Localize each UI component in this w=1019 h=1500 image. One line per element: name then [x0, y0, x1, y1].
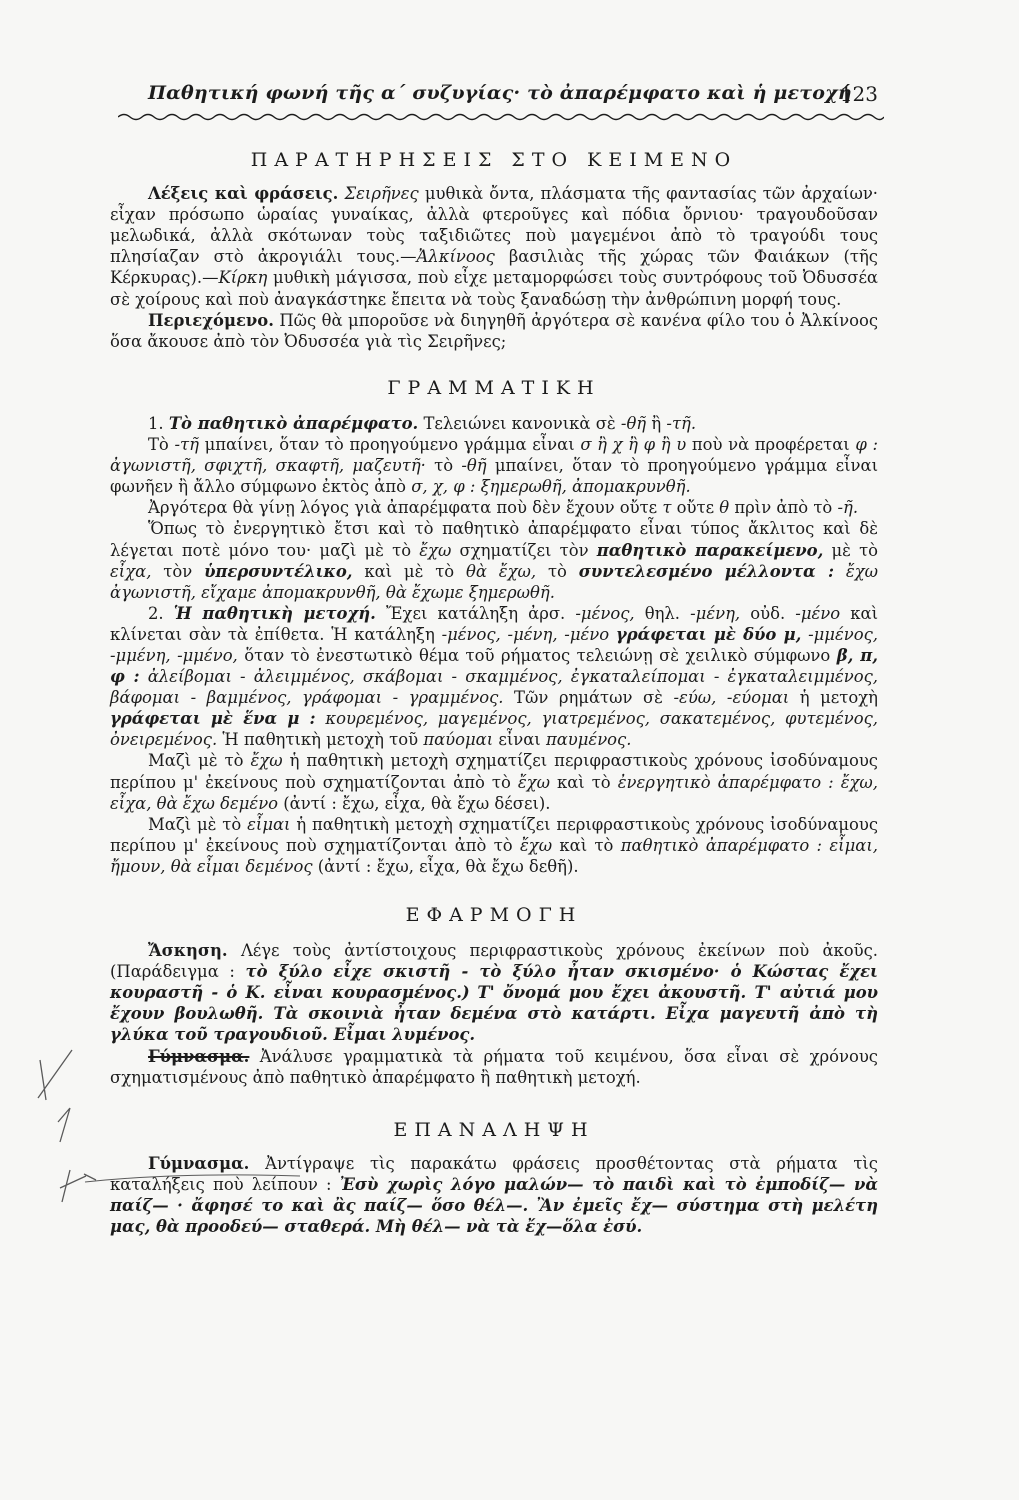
term-sirens: Σειρῆνες	[344, 184, 419, 204]
words-paragraph: Λέξεις καὶ φράσεις. Σειρῆνες μυθικὰ ὄντα, πλάσματα τῆς φαντασίας τῶν ἀρχαίων· εἶχαν πρόσωπο ὡραίας γυναίκας, ἀλλὰ φτεροῦγες καὶ πόδια ὄρνιου· τραγουδοῦσαν μελωδικά, ἀλλὰ σκότωναν τοὺς ταξιδιῶτες ποὺ μαγεμένοι ἀπὸ τὸ τραγούδι τους πλησίαζαν στὸ ἀκρογιάλι τους.—Ἀλκίνοος βασιλιὰς τῆς χώρας τῶν Φαιάκων (τῆς Κέρκυρας).—Κίρκη μυθικὴ μάγισσα, ποὺ εἶχε μεταμορφώσει τοὺς συντρόφους τοῦ Ὀδυσσέα σὲ χοίρους καὶ ποὺ ἀναγκάστηκε ἔπειτα νὰ τοὺς ξαναδώσῃ τὴν ἀνθρώπινη μορφή τους.	[110, 184, 878, 309]
review-paragraph: Γύμνασμα. Ἀντίγραψε τὶς παρακάτω φράσεις προσθέτοντας στὰ ρήματα τὶς καταλήξεις ποὺ λείπουν : Ἐσὺ χωρὶς λόγο μαλών— τὸ παιδὶ καὶ τὸ ἐμποδίζ— νὰ παίζ— · ἄφησέ το καὶ ἂς παίζ— ὅσο θέλ—. Ἂν ἐμεῖς ἔχ— σύστημα στὴ μελέτη μας, θὰ προοδεύ— σταθερά. Μὴ θέλ— νὰ τὰ ἔχ—ὅλα ἐσύ.	[110, 1153, 878, 1237]
page-number: 123	[839, 82, 878, 106]
running-header	[148, 82, 878, 112]
term-alkinoos: Ἀλκίνοος	[416, 247, 495, 267]
grammar-paragraph-later: Ἀργότερα θὰ γίνῃ λόγος γιὰ ἀπαρέμφατα ποὺ δὲν ἔχουν οὔτε τ οὔτε θ πρὶν ἀπὸ τὸ -ῆ.	[148, 498, 859, 518]
section-heading-application: ΕΦΑΡΜΟΓΗ	[405, 904, 583, 926]
grammar-paragraph-eimai: Μαζὶ μὲ τὸ εἶμαι ἡ παθητικὴ μετοχὴ σχηματίζει περιφραστικοὺς χρόνους ἰσοδύναμους περίπου μ' ἐκείνους ποὺ σχηματίζονται ἀπὸ τὸ ἔχω καὶ τὸ παθητικὸ ἀπαρέμφατο : εἶμαι, ἤμουν, θὰ εἶμαι δεμένος (ἀντί : ἔχω, εἶχα, θὰ ἔχω δεθῆ).	[110, 814, 879, 876]
exercise-paragraph: Ἄσκηση. Λέγε τοὺς ἀντίστοιχους περιφραστικοὺς χρόνους ἐκείνων ποὺ ἀκοῦς. (Παράδειγμα : τὸ ξύλο εἶχε σκιστῆ - τὸ ξύλο ἦταν σκισμένο· ὁ Κώστας ἔχει κουραστῆ - ὁ Κ. εἶναι κουρασμένος.) Τ' ὄνομά μου ἔχει ἀκουστῆ. Τ' αὐτιά μου ἔχουν βουλωθῆ. Τὰ σκοινιὰ ἦταν δεμένα στὸ κατάρτι. Εἶχα μαγευτῆ ἀπὸ τὴ γλύκα τοῦ τραγουδιοῦ. Εἶμαι λυμένος.	[110, 941, 879, 1045]
section-heading-grammar: ΓΡΑΜΜΑΤΙΚΗ	[387, 376, 601, 399]
exercise-label: Ἄσκηση.	[148, 941, 228, 961]
section-heading-review: ΕΠΑΝΑΛΗΨΗ	[393, 1118, 595, 1141]
running-title: Παθητική φωνή τῆς α΄ συζυγίας· τὸ ἀπαρέμφατο καὶ ἡ μετοχή	[148, 82, 852, 104]
grammar-paragraph-tenses: Ὅπως τὸ ἐνεργητικὸ ἔτσι καὶ τὸ παθητικὸ ἀπαρέμφατο εἶναι τύπος ἄκλιτος καὶ δὲ λέγεται ποτὲ μόνο του· μαζὶ μὲ τὸ ἔχω σχηματίζει τὸν παθητικὸ παρακείμενο, μὲ τὸ εἶχα, τὸν ὑπερσυντέλικο, καὶ μὲ τὸ θὰ ἔχω, τὸ συντελεσμένο μέλλοντα : ἔχω ἀγωνιστῆ, εἴχαμε ἀπομακρυνθῆ, θὰ ἔχωμε ξημερωθῆ.	[110, 519, 879, 602]
review-label: Γύμνασμα.	[148, 1153, 250, 1173]
drill-label: Γύμνασμα.	[148, 1046, 250, 1066]
words-label: Λέξεις καὶ φράσεις.	[148, 184, 339, 204]
grammar-paragraph-exo: Μαζὶ μὲ τὸ ἔχω ἡ παθητικὴ μετοχὴ σχηματίζει περιφραστικοὺς χρόνους ἰσοδύναμους περίπου μ' ἐκείνους ποὺ σχηματίζονται ἀπὸ τὸ ἔχω καὶ τὸ ἐνεργητικὸ ἀπαρέμφατο : ἔχω, εἶχα, θὰ ἔχω δεμένο (ἀντί : ἔχω, εἶχα, θὰ ἔχω δέσει).	[110, 751, 879, 813]
grammar-paragraph-te: Τὸ -τῆ μπαίνει, ὅταν τὸ προηγούμενο γράμμα εἶναι σ ἢ χ ἢ φ ἢ υ ποὺ νὰ προφέρεται φ : ἀγωνιστῆ, σφιχτῆ, σκαφτῆ, μαζευτῆ· τὸ -θῆ μπαίνει, ὅταν τὸ προηγούμενο γράμμα εἶναι φωνῆεν ἢ ἄλλο σύμφωνο ἐκτὸς ἀπὸ σ, χ, φ : ξημερωθῆ, ἀπομακρυνθῆ.	[110, 435, 879, 497]
drill-paragraph: Γύμνασμα. Ἀνάλυσε γραμματικὰ τὰ ρήματα τοῦ κειμένου, ὅσα εἶναι σὲ χρόνους σχηματισμένους ἀπὸ παθητικὸ ἀπαρέμφατο ἢ παθητικὴ μετοχή.	[110, 1046, 878, 1087]
pencil-scribble-mark	[60, 1170, 96, 1202]
wavy-rule	[118, 111, 884, 123]
grammar-item-1: 1. Τὸ παθητικὸ ἀπαρέμφατο. Τελειώνει κανονικὰ σὲ -θῆ ἢ -τῆ.	[148, 413, 697, 433]
content-paragraph: Περιεχόμενο. Πῶς θὰ μποροῦσε νὰ διηγηθῆ ἀργότερα σὲ κανένα φίλο του ὁ Ἀλκίνοος ὅσα ἄκουσε ἀπὸ τὸν Ὀδυσσέα γιὰ τὶς Σειρῆνες;	[110, 310, 878, 351]
section-heading-observations: ΠΑΡΑΤΗΡΗΣΕΙΣ ΣΤΟ ΚΕΙΜΕΝΟ	[250, 149, 738, 171]
grammar-item-2: 2. Ἡ παθητικὴ μετοχή. Ἔχει κατάληξη ἀρσ. -μένος, θηλ. -μένη, οὐδ. -μένο καὶ κλίνεται σὰν τὰ ἐπίθετα. Ἡ κατάληξη -μένος, -μένη, -μένο γράφεται μὲ δύο μ, -μμένος, -μμένη, -μμένο, ὅταν τὸ ἐνεστωτικὸ θέμα τοῦ ρήματος τελειώνῃ σὲ χειλικὸ σύμφωνο β, π, φ : ἀλείβομαι - ἀλειμμένος, σκάβομαι - σκαμμένος, ἐγκαταλείπομαι - ἐγκαταλειμμένος, βάφομαι - βαμμένος, γράφομαι - γραμμένος. Τῶν ρημάτων σὲ -εύω, -εύομαι ἡ μετοχὴ γράφεται μὲ ἕνα μ : κουρεμένος, μαγεμένος, γιατρεμένος, σακατεμένος, φυτεμένος, ὀνειρεμένος. Ἡ παθητικὴ μετοχὴ τοῦ παύομαι εἶναι παυμένος.	[110, 603, 879, 750]
page-content	[110, 150, 878, 1237]
grammar-item-1-title: Τὸ παθητικὸ ἀπαρέμφατο.	[168, 413, 419, 433]
grammar-item-2-title: Ἡ παθητικὴ μετοχή.	[173, 603, 376, 623]
pencil-check-mark	[38, 1050, 72, 1142]
content-label: Περιεχόμενο.	[148, 310, 274, 330]
term-kirki: Κίρκη	[218, 268, 268, 288]
